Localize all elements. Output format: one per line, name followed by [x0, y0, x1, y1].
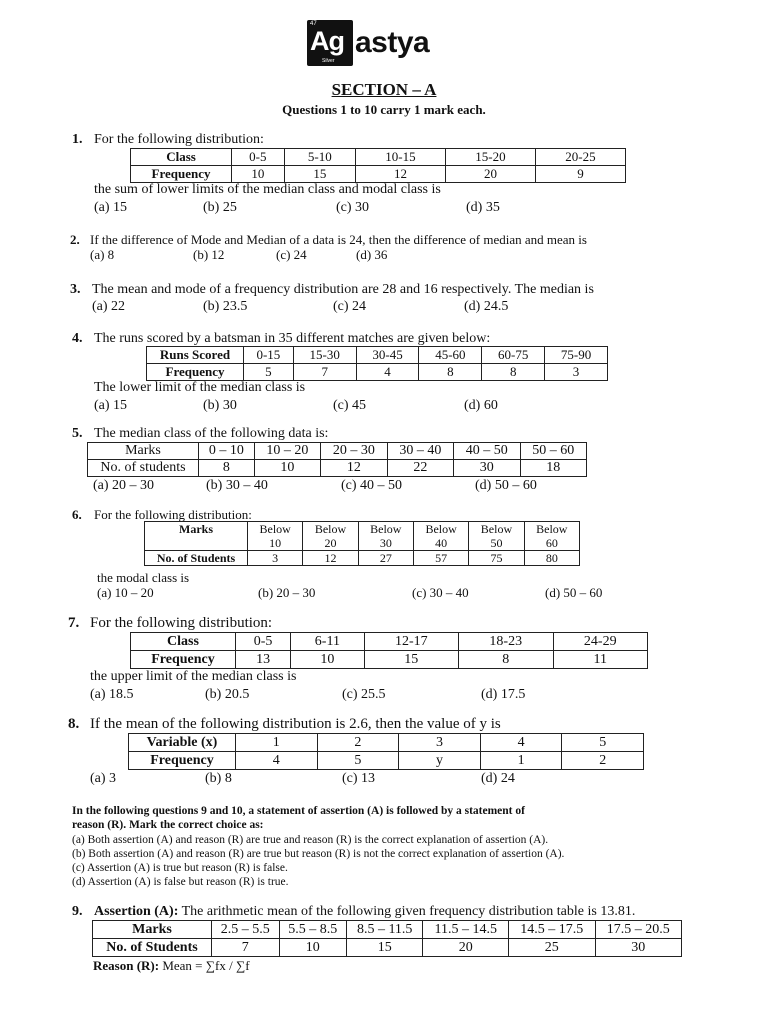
question-3	[70, 282, 594, 298]
option: (c) 24	[333, 299, 367, 314]
option: (c) 40 – 50	[341, 478, 403, 493]
table-cell: Marks	[93, 921, 212, 939]
table-cell: 25	[509, 939, 595, 957]
table-cell	[358, 522, 413, 551]
option: (d) 36	[356, 247, 388, 262]
table-cell	[303, 522, 358, 551]
q1-table	[130, 148, 626, 183]
table-cell: 30-45	[356, 347, 419, 364]
instruction-option: (b) Both assertion (A) and reason (R) are true but reason (R) is not the correct explanation of assertion (A).	[72, 848, 565, 860]
table-cell: 12	[355, 166, 445, 183]
cell-line: Below	[259, 522, 291, 536]
table-cell: 18	[520, 460, 586, 477]
table-cell: 20	[423, 939, 509, 957]
question-1	[72, 132, 264, 148]
table-row	[145, 522, 580, 551]
question-2	[70, 232, 587, 248]
table-row	[147, 364, 608, 381]
table-cell: 15	[347, 939, 423, 957]
option: (d) 35	[466, 200, 500, 215]
cell-line: Below	[370, 522, 402, 536]
table-cell: 8	[199, 460, 255, 477]
table-cell: Marks	[145, 522, 248, 551]
table-cell: 30	[595, 939, 681, 957]
question-text: The runs scored by a batsman in 35 different matches are given below:	[94, 331, 491, 346]
cell-line: Below	[314, 522, 347, 536]
option: (d) 24.5	[464, 299, 509, 314]
table-row	[131, 166, 626, 183]
assertion-label: Assertion (A):	[94, 904, 179, 919]
table-cell: 15-20	[445, 149, 535, 166]
reason-line	[93, 958, 250, 974]
table-cell: Variable (x)	[129, 734, 236, 752]
question-after-text: the upper limit of the median class is	[90, 669, 297, 684]
logo-sub: Silver	[322, 58, 335, 64]
table-cell: 30	[454, 460, 520, 477]
logo-element-box	[307, 20, 353, 66]
table-cell: Frequency	[129, 752, 236, 770]
logo-symbol: Ag	[310, 26, 344, 56]
question-7	[68, 615, 272, 632]
table-cell	[524, 522, 579, 551]
table-row	[88, 443, 587, 460]
question-text: The median class of the following data is:	[94, 426, 329, 441]
option: (a) 8	[90, 247, 115, 262]
table-cell	[469, 522, 524, 551]
table-cell: 10	[291, 651, 364, 669]
table-cell: 1	[236, 734, 318, 752]
option: (c) 30 – 40	[412, 585, 469, 600]
table-cell: 50 – 60	[520, 443, 586, 460]
option: (a) 18.5	[90, 687, 134, 702]
cell-line: Below	[480, 522, 513, 536]
table-cell: 2	[562, 752, 644, 770]
table-cell: 75	[469, 551, 524, 566]
table-cell: 0-5	[232, 149, 285, 166]
table-cell: No. of Students	[93, 939, 212, 957]
table-cell: 5-10	[284, 149, 355, 166]
logo-text: astya	[355, 26, 430, 59]
option: (d) 60	[464, 398, 498, 413]
option: (b) 30	[203, 398, 237, 413]
option: (b) 12	[193, 247, 225, 262]
table-cell: y	[399, 752, 481, 770]
agastya-logo	[307, 18, 429, 68]
question-9	[72, 904, 635, 920]
option: (b) 20 – 30	[258, 585, 316, 600]
table-cell: Class	[131, 633, 236, 651]
table-cell: 3	[248, 551, 303, 566]
table-cell	[413, 522, 468, 551]
table-cell: 20-25	[535, 149, 625, 166]
question-after-text: the modal class is	[97, 570, 190, 585]
instruction-line: In the following questions 9 and 10, a statement of assertion (A) is followed by a statement of	[72, 805, 525, 817]
option: (a) 15	[94, 398, 128, 413]
option: (a) 15	[94, 200, 128, 215]
table-cell: 12	[321, 460, 387, 477]
table-cell: 22	[387, 460, 453, 477]
table-cell: 8	[482, 364, 545, 381]
question-after-text: The lower limit of the median class is	[94, 380, 306, 395]
table-cell: 4	[236, 752, 318, 770]
question-text: For the following distribution:	[94, 507, 252, 522]
question-number: 2.	[70, 232, 80, 247]
table-row	[93, 921, 682, 939]
option: (d) 50 – 60	[475, 478, 537, 493]
table-cell: Frequency	[131, 651, 236, 669]
table-cell: 20	[445, 166, 535, 183]
table-cell: 8	[419, 364, 482, 381]
question-number: 7.	[68, 615, 80, 631]
table-cell: 10	[232, 166, 285, 183]
table-cell: 60-75	[482, 347, 545, 364]
option: (b) 20.5	[205, 687, 250, 702]
table-cell: 12	[303, 551, 358, 566]
question-text: If the difference of Mode and Median of a data is 24, then the difference of median and mean is	[90, 232, 587, 247]
question-number: 4.	[72, 331, 83, 346]
question-after-text: the sum of lower limits of the median class and modal class is	[94, 182, 441, 197]
question-text: For the following distribution:	[94, 132, 264, 147]
table-row	[131, 633, 648, 651]
table-cell: 1	[480, 752, 562, 770]
option: (b) 8	[205, 771, 232, 786]
option: (b) 23.5	[203, 299, 248, 314]
option: (b) 30 – 40	[206, 478, 268, 493]
section-title: SECTION – A	[331, 80, 437, 99]
table-cell: 10-15	[355, 149, 445, 166]
table-row	[145, 551, 580, 566]
table-cell: 8.5 – 11.5	[347, 921, 423, 939]
table-cell: 6-11	[291, 633, 364, 651]
q5-table	[87, 442, 587, 477]
table-cell: 5.5 – 8.5	[279, 921, 347, 939]
table-cell: 40 – 50	[454, 443, 520, 460]
question-number: 9.	[72, 904, 83, 919]
table-cell: No. of students	[88, 460, 199, 477]
table-cell: 20 – 30	[321, 443, 387, 460]
table-cell: 0-5	[236, 633, 291, 651]
table-cell: 45-60	[419, 347, 482, 364]
q7-table	[130, 632, 648, 669]
table-cell: 11	[553, 651, 648, 669]
table-cell: 2	[317, 734, 399, 752]
option: (c) 24	[276, 247, 307, 262]
table-cell: 75-90	[545, 347, 608, 364]
table-cell: 15	[364, 651, 458, 669]
table-cell: Runs Scored	[147, 347, 244, 364]
option: (d) 24	[481, 771, 515, 786]
option: (c) 30	[336, 200, 370, 215]
q9-table	[92, 920, 682, 957]
table-cell: 2.5 – 5.5	[212, 921, 280, 939]
table-cell: 8	[459, 651, 553, 669]
instruction-option: (d) Assertion (A) is false but reason (R) is true.	[72, 876, 289, 888]
option: (c) 45	[333, 398, 367, 413]
option: (d) 50 – 60	[545, 585, 603, 600]
question-text: The mean and mode of a frequency distribution are 28 and 16 respectively. The median is	[92, 282, 594, 297]
table-cell: 3	[545, 364, 608, 381]
table-cell: 15	[284, 166, 355, 183]
table-cell: Class	[131, 149, 232, 166]
option: (a) 3	[90, 771, 117, 786]
q4-table	[146, 346, 608, 381]
question-5	[72, 426, 328, 442]
table-cell: 15-30	[293, 347, 356, 364]
question-8	[68, 716, 501, 733]
question-number: 1.	[72, 132, 83, 147]
reason-text: Mean = ∑fx / ∑f	[162, 958, 250, 973]
cell-line: 60	[545, 536, 558, 550]
instruction-option: (a) Both assertion (A) and reason (R) are true and reason (R) is the correct explanation of assertion (A).	[72, 834, 549, 846]
logo-number: 47	[310, 21, 317, 27]
q8-table	[128, 733, 644, 770]
question-4	[72, 331, 490, 347]
table-row	[147, 347, 608, 364]
table-row	[93, 939, 682, 957]
table-cell: Frequency	[147, 364, 244, 381]
table-cell: Marks	[88, 443, 199, 460]
cell-line: 10	[269, 536, 282, 550]
table-row	[131, 651, 648, 669]
table-cell: 4	[480, 734, 562, 752]
table-cell: 17.5 – 20.5	[595, 921, 681, 939]
table-row	[88, 460, 587, 477]
cell-line: 30	[379, 536, 392, 550]
table-cell: 30 – 40	[387, 443, 453, 460]
q6-table	[144, 521, 580, 566]
question-number: 6.	[72, 507, 82, 522]
option: (a) 10 – 20	[97, 585, 154, 600]
table-cell: 0-15	[244, 347, 294, 364]
table-cell: 3	[399, 734, 481, 752]
table-cell: 13	[236, 651, 291, 669]
reason-label: Reason (R):	[93, 958, 160, 973]
question-number: 5.	[72, 426, 83, 441]
table-cell	[248, 522, 303, 551]
table-cell: 14.5 – 17.5	[509, 921, 595, 939]
option: (b) 25	[203, 200, 237, 215]
table-cell: 80	[524, 551, 579, 566]
question-number: 8.	[68, 716, 80, 732]
question-number: 3.	[70, 282, 81, 297]
option: (a) 20 – 30	[93, 478, 155, 493]
instruction-line: reason (R). Mark the correct choice as:	[72, 819, 264, 831]
table-cell: 12-17	[364, 633, 458, 651]
instruction-option: (c) Assertion (A) is true but reason (R) is false.	[72, 862, 288, 874]
cell-line: Below	[425, 522, 457, 536]
cell-line: 40	[435, 536, 448, 550]
table-cell: 0 – 10	[199, 443, 255, 460]
table-cell: 11.5 – 14.5	[423, 921, 509, 939]
question-text: If the mean of the following distribution is 2.6, then the value of y is	[90, 716, 501, 732]
table-cell: 5	[244, 364, 294, 381]
table-row	[129, 752, 644, 770]
option: (c) 13	[342, 771, 376, 786]
option: (c) 25.5	[342, 687, 386, 702]
cell-line: 50	[490, 536, 503, 550]
table-cell: 27	[358, 551, 413, 566]
table-cell: 18-23	[459, 633, 553, 651]
table-cell: 7	[293, 364, 356, 381]
table-cell: 5	[562, 734, 644, 752]
table-cell: Frequency	[131, 166, 232, 183]
section-subtitle: Questions 1 to 10 carry 1 mark each.	[282, 102, 486, 117]
table-cell: 7	[212, 939, 280, 957]
table-cell: 9	[535, 166, 625, 183]
table-cell: 4	[356, 364, 419, 381]
option: (a) 22	[92, 299, 126, 314]
table-cell: 10	[254, 460, 320, 477]
table-cell: 10	[279, 939, 347, 957]
cell-line: Below	[536, 522, 568, 536]
table-row	[131, 149, 626, 166]
cell-line: 20	[324, 536, 337, 550]
table-cell: 10 – 20	[254, 443, 320, 460]
table-cell: 57	[413, 551, 468, 566]
question-text: For the following distribution:	[90, 615, 273, 631]
table-cell: No. of Students	[145, 551, 248, 566]
option: (d) 17.5	[481, 687, 526, 702]
table-cell: 24-29	[553, 633, 648, 651]
table-cell: 5	[317, 752, 399, 770]
assertion-text: The arithmetic mean of the following given frequency distribution table is 13.81.	[181, 904, 636, 919]
table-row	[129, 734, 644, 752]
